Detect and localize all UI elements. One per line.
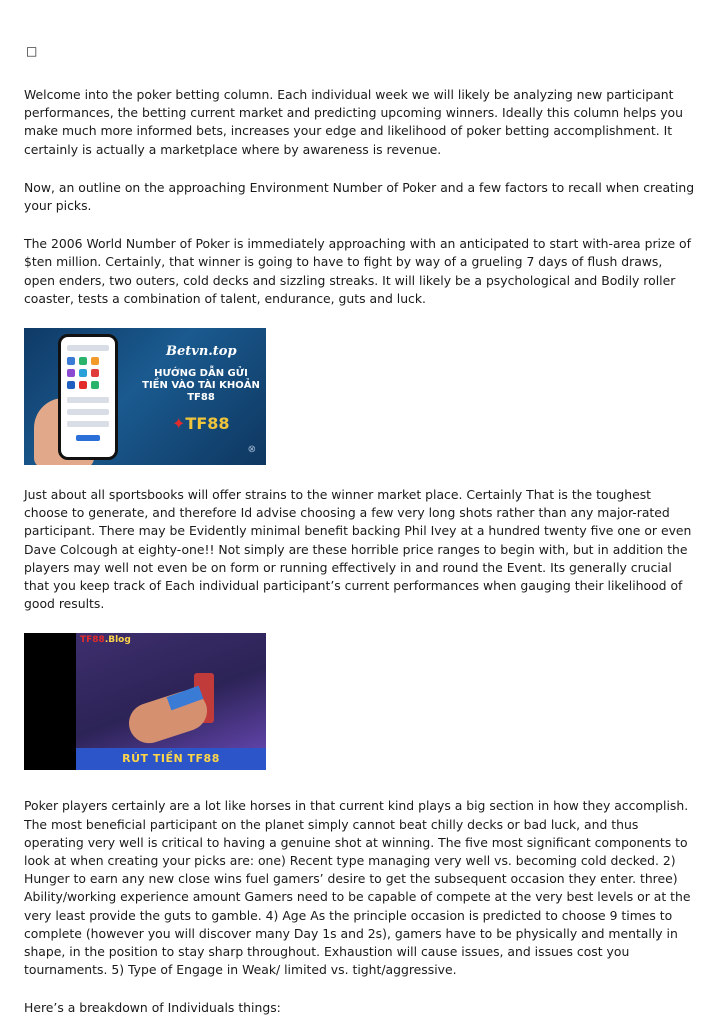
paragraph-intro: Welcome into the poker betting column. Each individual week we will likely be analyzing new participant performances, the betting current market and predicting upcoming winners. Ideally this column helps you make much more informed bets, increases your edge and likelihood of poker betting accomplishment. It certainly is actually a marketplace where by awareness is revenue. [24, 87, 683, 157]
paragraph-outline: Now, an outline on the approaching Environment Number of Poker and a few factors to recall when creating your picks. [24, 179, 695, 214]
caption-strip [76, 748, 266, 770]
withdraw-banner[interactable] [24, 633, 266, 770]
brand-logo: Betvn.top [166, 344, 237, 360]
paragraph-form: Poker players certainly are a lot like horses in that current kind plays a big section in how they accomplish. The most beneficial participant on the planet simply cannot beat chilly decks or bad luck, and thus operating very well is critical to having a genuine shot at winning. The five most significant components to look at when creating your picks are: one) Recent type managing very well vs. becoming cold decked. 2) Hunger to earn any new close wins fuel gamers’ desire to get the subsequent occasion they enter. three) Ability/working experience amount Gamers need to be capable of compete at the very best levels or at the very least provide the guts to gamble. 4) Age As the principle occasion is predicted to choose 9 times to complete (however you will discover many Day 1s and 2s), gamers have to be physically and mentally in shape, in the position to stay sharp throughout. Exhaustion will cause issues, and issues cost you tournaments. 5) Type of Engage in Weak/ limited vs. tight/aggressive. [24, 798, 691, 978]
placeholder-glyph: □ [26, 44, 38, 58]
tf88-blog-suffix: Blog [108, 635, 131, 646]
deposit-guide-banner[interactable] [24, 328, 266, 465]
phone-illustration [58, 334, 118, 460]
banner-headline: HƯỚNG DẪN GỬI TIỀN VÀO TÀI KHOẢN TF88 [142, 368, 260, 404]
tf88-logo-text: TF88 [185, 414, 230, 434]
banner-caption: RÚT TIỀN TF88 [122, 752, 220, 766]
tf88-logo [172, 414, 230, 433]
paragraph-breakdown: Here’s a breakdown of Individuals things: [24, 1000, 281, 1016]
tf88-blog-logo: TF88.Blog [80, 635, 131, 646]
close-icon[interactable]: ⊗ [247, 444, 256, 456]
tf88-logo-mark-icon: ✦ [172, 414, 186, 434]
paragraph-sportsbooks: Just about all sportsbooks will offer strains to the winner market place. Certainly That is the toughest choose to generate, and therefore Id advise choosing a few very long shots rather than any major-rated participant. There may be Evidently minimal benefit backing Phil Ivey at a hundred twenty five one or even Dave Colcough at eighty-one!! Not simply are these horrible price ranges to begin with, but in addition the players may well not even be on form or running effectively in and round the Event. Its generally crucial that you keep track of Each individual participant’s current performances when gauging their likelihood of good results. [24, 487, 692, 612]
tf88-blog-logo-text: TF88 [80, 635, 105, 646]
paragraph-wsop: The 2006 World Number of Poker is immediately approaching with an anticipated to start with-area prize of $ten million. Certainly, that winner is going to have to fight by way of a grueling 7 days of flush draws, open enders, two outers, cold decks and sizzling streaks. It will likely be a psychological and Bodily roller coaster, tests a combination of talent, endurance, guts and luck. [24, 236, 691, 306]
